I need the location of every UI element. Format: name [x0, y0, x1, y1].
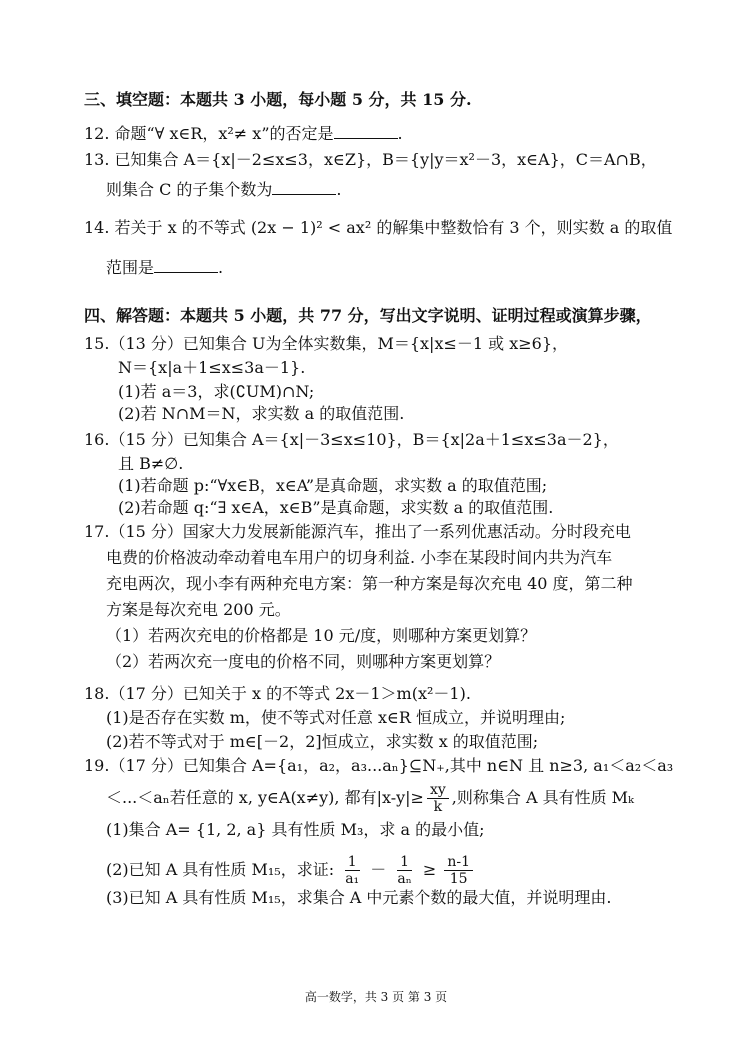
question-12-end: . [397, 124, 403, 143]
question-16-line2: 且 B≠∅. [118, 454, 184, 473]
section3-title: 三、填空题：本题共 3 小题，每小题 5 分，共 15 分. [84, 90, 472, 109]
page-footer: 高一数学，共 3 页 第 3 页 [304, 990, 448, 1004]
question-17-sub1: （1）若两次充电的价格都是 10 元/度，则哪种方案更划算？ [106, 626, 537, 645]
question-17-sub2: （2）若两次充一度电的价格不同，则哪种方案更划算？ [106, 652, 501, 671]
fraction-1-over-a1 [342, 854, 362, 887]
fraction-numerator: n-1 [444, 854, 473, 871]
question-14-text: 范围是 [106, 258, 155, 277]
question-19-sub2 [106, 854, 476, 887]
answer-blank [154, 258, 218, 273]
question-18-sub2: (2)若不等式对于 m∈[－2，2]恒成立，求实数 x 的取值范围; [106, 732, 539, 751]
fraction-denominator: a₁ [345, 871, 360, 887]
question-19-line2-start: ＜...＜aₙ若任意的 x, y∈A(x≠y), 都有|x-y|≥ [106, 788, 424, 807]
question-14-end: . [218, 258, 224, 277]
geq-sign: ≥ [422, 860, 437, 879]
fraction-numerator: 1 [345, 854, 360, 871]
question-15-sub2: (2)若 N∩M＝N，求实数 a 的取值范围. [118, 404, 405, 423]
question-14-line2 [106, 258, 223, 278]
fraction-denominator: k [433, 799, 443, 815]
question-16-line1: 16.（15 分）已知集合 A＝{x|－3≤x≤10}，B＝{x|2a＋1≤x≤3a－2}， [84, 430, 619, 449]
question-13-line2 [106, 180, 342, 200]
question-19-sub3: (3)已知 A 具有性质 M₁₅，求集合 A 中元素个数的最大值，并说明理由. [106, 888, 612, 907]
section4-title: 四、解答题：本题共 5 小题，共 77 分，写出文字说明、证明过程或演算步骤， [84, 306, 652, 325]
question-18-sub1: (1)是否存在实数 m，使不等式对任意 x∈R 恒成立，并说明理由; [106, 708, 566, 727]
fraction-denominator: 15 [449, 871, 468, 887]
question-17-line3: 充电两次，现小李有两种充电方案：第一种方案是每次充电 40 度，第二种 [106, 574, 633, 593]
question-12-text: 12. 命题“∀ x∈R，x²≠ x”的否定是 [84, 124, 334, 143]
answer-blank [334, 124, 398, 139]
question-19-line2 [106, 782, 634, 815]
answer-blank [272, 180, 336, 195]
question-14-line1: 14. 若关于 x 的不等式 (2x − 1)² < ax² 的解集中整数恰有 3 个，则实数 a 的取值 [84, 218, 673, 237]
fraction-xy-over-k [427, 782, 449, 815]
question-17-line4: 方案是每次充电 200 元。 [106, 600, 291, 619]
question-17-line2: 电费的价格波动牵动着电车用户的切身利益. 小李在某段时间内共为汽车 [106, 548, 613, 567]
question-13-line1: 13. 已知集合 A＝{x|－2≤x≤3，x∈Z}，B＝{y|y＝x²－3，x∈A}，C＝A∩B， [84, 150, 657, 169]
question-19-line2-end: ,则称集合 A 具有性质 Mₖ [451, 788, 634, 807]
fraction-numerator: xy [427, 782, 449, 799]
fraction-denominator: aₙ [397, 871, 412, 887]
question-12 [84, 124, 403, 144]
fraction-n-1-over-15 [444, 854, 473, 887]
question-19-sub1: (1)集合 A= {1, 2, a} 具有性质 M₃，求 a 的最小值; [106, 820, 485, 839]
fraction-1-over-an [394, 854, 414, 887]
question-15-line1: 15.（13 分）已知集合 U为全体实数集，M＝{x|x≤－1 或 x≥6}， [84, 334, 569, 353]
question-19-sub2-text: (2)已知 A 具有性质 M₁₅，求证: [106, 860, 335, 879]
fraction-numerator: 1 [397, 854, 412, 871]
question-17-line1: 17.（15 分）国家大力发展新能源汽车，推出了一系列优惠活动。分时段充电 [84, 522, 631, 541]
question-16-sub2: (2)若命题 q:“∃ x∈A，x∈B”是真命题，求实数 a 的取值范围. [118, 498, 554, 517]
question-16-sub1: (1)若命题 p:“∀x∈B，x∈A”是真命题，求实数 a 的取值范围; [118, 476, 548, 495]
question-15-sub1: (1)若 a＝3，求(∁UM)∩N; [118, 382, 315, 401]
question-13-end: . [336, 180, 342, 199]
question-19-line1: 19.（17 分）已知集合 A={a₁，a₂，a₃...aₙ}⊆N₊,其中 n∈N 且 n≥3, a₁＜a₂＜a₃ [84, 756, 674, 775]
question-13-text: 则集合 C 的子集个数为 [106, 180, 273, 199]
question-18-line1: 18.（17 分）已知关于 x 的不等式 2x－1＞m(x²－1). [84, 684, 471, 703]
minus-sign: － [370, 860, 387, 879]
question-15-line2: N＝{x|a＋1≤x≤3a－1}. [118, 358, 306, 377]
